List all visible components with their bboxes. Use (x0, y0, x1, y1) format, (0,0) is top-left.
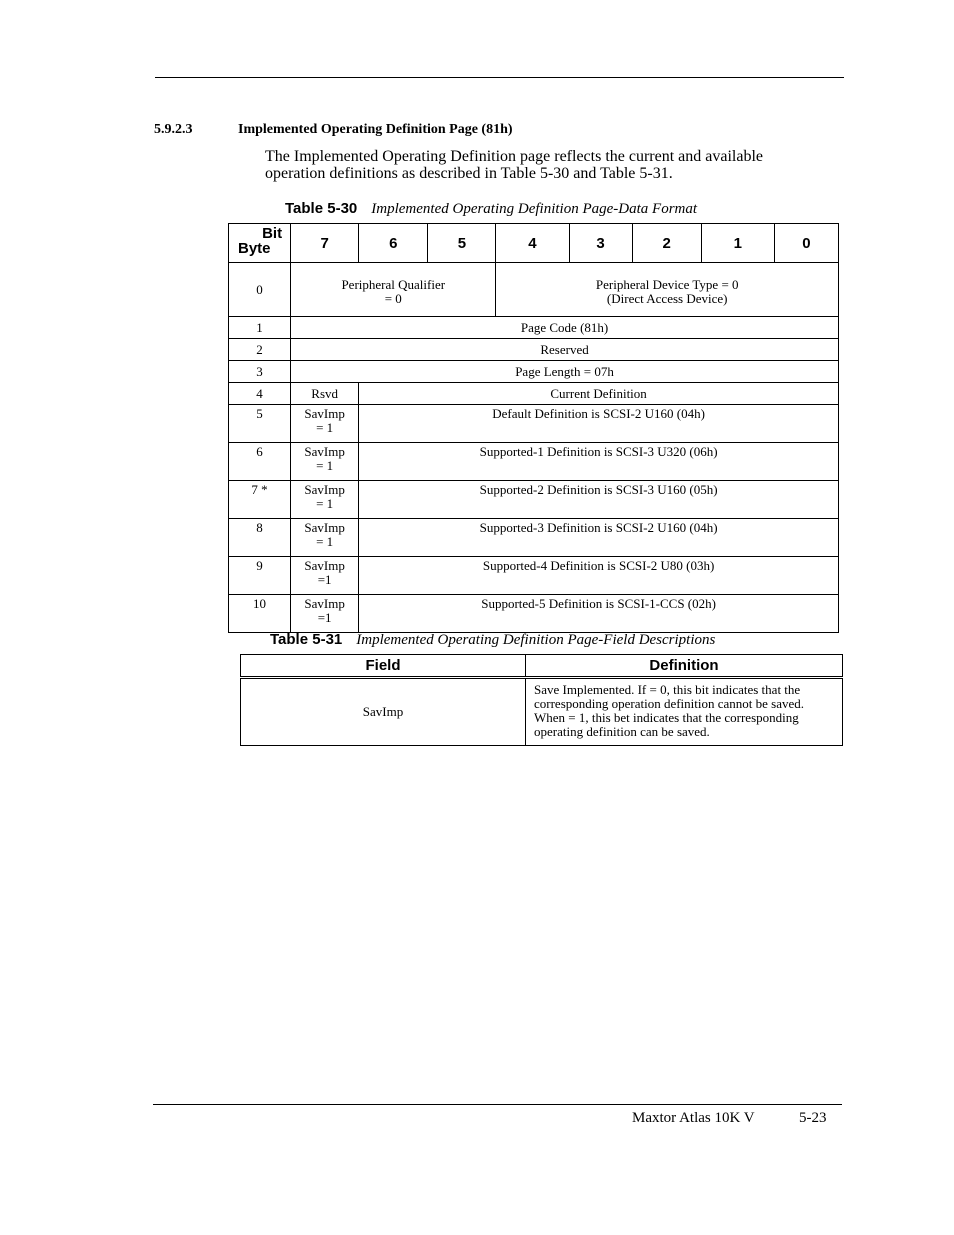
savimp-value: =1 (317, 610, 332, 625)
peripheral-qualifier-cell (291, 263, 496, 317)
savimp-cell (291, 481, 359, 519)
savimp-cell (291, 595, 359, 633)
table-row (229, 383, 839, 405)
table-row (229, 317, 839, 339)
definition-cell: Supported-3 Definition is SCSI-2 U160 (04h) (359, 519, 839, 557)
section-heading (154, 122, 513, 138)
byte-number: 8 (229, 519, 291, 557)
savimp-label: SavImp (304, 558, 345, 573)
table-row (229, 595, 839, 633)
byte-number: 0 (229, 263, 291, 317)
definition-cell: Default Definition is SCSI-2 U160 (04h) (359, 405, 839, 443)
savimp-cell (291, 443, 359, 481)
peripheral-device-type-cell (496, 263, 839, 317)
table-30-label: Table 5-30 (285, 200, 358, 217)
field-descriptions-table (240, 654, 843, 746)
footer-title: Maxtor Atlas 10K V (632, 1110, 755, 1126)
intro-paragraph: The Implemented Operating Definition page reflects the current and available operation definitions as described in Table 5-30 and Table 5-31. (265, 148, 764, 182)
table-31-label: Table 5-31 (270, 631, 343, 648)
table-31-caption (270, 631, 715, 649)
page-data-format-table (228, 223, 839, 633)
savimp-value: = 1 (316, 458, 334, 473)
savimp-cell (291, 519, 359, 557)
savimp-value: =1 (317, 572, 332, 587)
table-row (229, 519, 839, 557)
table-31-title: Implemented Operating Definition Page-Field Descriptions (356, 632, 716, 648)
definition-cell: Supported-5 Definition is SCSI-1-CCS (02h) (359, 595, 839, 633)
table-30-title: Implemented Operating Definition Page-Data Format (371, 201, 698, 217)
bit-header: 2 (632, 224, 701, 263)
bit-byte-corner (229, 224, 291, 263)
byte-number: 4 (229, 383, 291, 405)
savimp-value: = 1 (316, 534, 334, 549)
current-definition-cell: Current Definition (359, 383, 839, 405)
header-rule (155, 77, 844, 78)
byte-number: 10 (229, 595, 291, 633)
bit-header: 0 (774, 224, 838, 263)
peripheral-qualifier-line2: = 0 (384, 290, 402, 306)
savimp-label: SavImp (304, 596, 345, 611)
field-name: SavImp (241, 678, 526, 746)
byte-number: 1 (229, 317, 291, 339)
savimp-cell (291, 405, 359, 443)
table-30-caption (285, 200, 697, 218)
bit-header: 7 (291, 224, 359, 263)
bit-header: 4 (496, 224, 569, 263)
bit-header: 5 (428, 224, 496, 263)
table-row (241, 678, 843, 746)
corner-bit-label: Bit (262, 225, 283, 242)
savimp-label: SavImp (304, 406, 345, 421)
page-length-cell: Page Length = 07h (291, 361, 839, 383)
definition-column-header: Definition (526, 655, 843, 678)
bit-header: 6 (359, 224, 428, 263)
rsvd-cell: Rsvd (291, 383, 359, 405)
field-definition: Save Implemented. If = 0, this bit indicates that the corresponding operation definition cannot be saved. When = 1, this bet indicates that the corresponding operating definition can be saved. (526, 678, 843, 746)
definition-cell: Supported-2 Definition is SCSI-3 U160 (05h) (359, 481, 839, 519)
definition-cell: Supported-4 Definition is SCSI-2 U80 (03h) (359, 557, 839, 595)
section-number: 5.9.2.3 (154, 122, 193, 137)
byte-number: 3 (229, 361, 291, 383)
byte-number: 6 (229, 443, 291, 481)
bit-header: 3 (569, 224, 632, 263)
definition-cell: Supported-1 Definition is SCSI-3 U320 (06h) (359, 443, 839, 481)
section-title: Implemented Operating Definition Page (81h) (238, 122, 513, 137)
peripheral-device-type-line2: (Direct Access Device) (606, 290, 728, 306)
bit-header: 1 (701, 224, 774, 263)
byte-number: 5 (229, 405, 291, 443)
peripheral-qualifier-line1: Peripheral Qualifier (341, 276, 446, 292)
table-row (229, 263, 839, 317)
peripheral-device-type-line1: Peripheral Device Type = 0 (595, 276, 739, 292)
savimp-cell (291, 557, 359, 595)
savimp-value: = 1 (316, 496, 334, 511)
savimp-label: SavImp (304, 444, 345, 459)
table-row (229, 339, 839, 361)
byte-number: 2 (229, 339, 291, 361)
savimp-value: = 1 (316, 420, 334, 435)
table-row (229, 361, 839, 383)
savimp-label: SavImp (304, 482, 345, 497)
byte-number: 7 * (229, 481, 291, 519)
table-row (229, 481, 839, 519)
bit-header-row (229, 224, 839, 263)
table-row (229, 405, 839, 443)
field-header-row (241, 655, 843, 678)
page-number: 5-23 (799, 1110, 827, 1126)
page-code-cell: Page Code (81h) (291, 317, 839, 339)
reserved-cell: Reserved (291, 339, 839, 361)
table-row (229, 443, 839, 481)
footer-rule (153, 1104, 842, 1105)
table-row (229, 557, 839, 595)
field-column-header: Field (241, 655, 526, 678)
byte-number: 9 (229, 557, 291, 595)
corner-byte-label: Byte (238, 240, 271, 257)
savimp-label: SavImp (304, 520, 345, 535)
